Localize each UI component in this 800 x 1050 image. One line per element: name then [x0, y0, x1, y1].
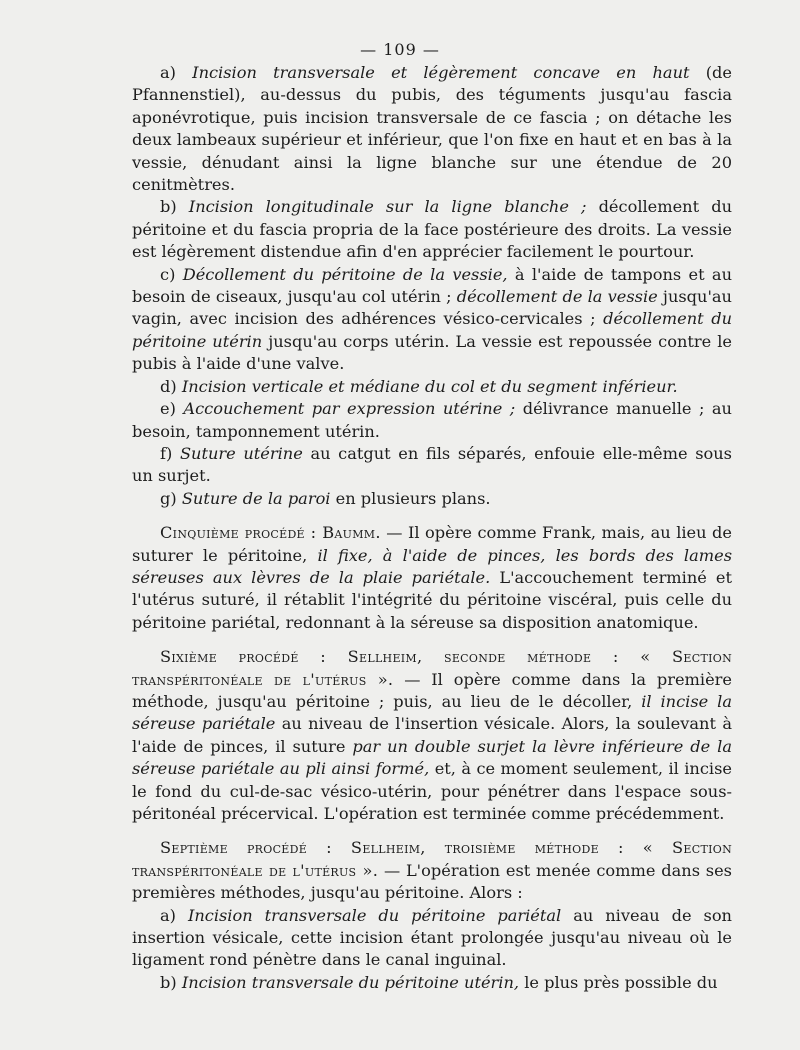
item-title: Incision transversale et légèrement concave en haut	[192, 63, 690, 82]
paragraph-g-suture-paroi	[132, 488, 732, 510]
item-label: g)	[160, 488, 177, 508]
item-title: Incision transversale du péritoine utérin,	[181, 972, 520, 992]
procedure-heading: Cinquième procédé : Baumm.	[160, 523, 381, 543]
paragraph-cinquieme-procede	[132, 522, 732, 634]
procedure-emphasis: il fixe, à l'aide de pinces, les bords des lames séreuses aux lèvres de la plaie pariétale.	[132, 545, 732, 587]
procedure-text: — L'opération est menée comme dans ses premières méthodes, jusqu'au péritoine. Alors :	[132, 860, 732, 903]
body-text	[132, 62, 732, 994]
item-text: à l'aide de tampons et au besoin de ciseaux, jusqu'au col utérin ;	[132, 264, 732, 307]
procedure-emphasis: il incise la séreuse pariétale	[132, 691, 732, 734]
paragraph-b-incision-peritoine-uterin	[132, 972, 732, 994]
procedure-text: L'accouchement terminé et l'utérus suturé, il rétablit l'intégrité du péritoine viscéral, puis celle du péritoine pariétal, redonnant à la séreuse sa disposition anatomique.	[132, 567, 732, 632]
item-label: f)	[160, 443, 173, 463]
item-text: délivrance manuelle ; au besoin, tamponnement utérin.	[132, 399, 732, 441]
item-label: d)	[160, 376, 177, 396]
paragraph-a-incision-peritoine-parietal	[132, 905, 732, 972]
paragraph-e-accouchement	[132, 398, 732, 443]
procedure-text: — Il opère comme Frank, mais, au lieu de suturer le péritoine,	[132, 523, 732, 565]
item-text: (de Pfannenstiel), au-dessus du pubis, des téguments jusqu'au fascia aponévrotique, puis incision transversale de ce fascia ; on détache les deux lambeaux supérieur et inférieur, que l'on fixe en haut et en bas à la vessie, dénudant ainsi la ligne blanche sur une étendue de 20 cenitmètres.	[132, 63, 732, 195]
item-text: jusqu'au vagin, avec incision des adhérences vésico-cervicales ;	[132, 287, 732, 329]
item-text: au catgut en fils séparés, enfouie elle-même sous un surjet.	[132, 443, 732, 486]
item-label: b)	[160, 972, 177, 992]
page-number: — 109 —	[360, 40, 440, 59]
item-text: le plus près possible du	[524, 972, 718, 992]
item-text: décollement du péritoine et du fascia propria de la face postérieure des droits. La vessie est légèrement distendue afin d'en apprécier facilement le pourtour.	[132, 197, 732, 262]
paragraph-d-incision-verticale	[132, 376, 732, 398]
item-title: Accouchement par expression utérine ;	[183, 399, 516, 419]
paragraph-a-incision-transversale	[132, 62, 732, 196]
paragraph-c-decollement	[132, 264, 732, 376]
item-label: a)	[160, 905, 176, 925]
item-label: e)	[160, 399, 176, 419]
item-label: b)	[160, 197, 177, 217]
item-title: Suture de la paroi	[181, 488, 331, 508]
procedure-heading: Sixième procédé : Sellheim, seconde méthode : « Section transpéritonéale de l'utérus ».	[132, 647, 732, 689]
item-emphasis: décollement du péritoine utérin	[132, 309, 732, 351]
paragraph-sixieme-procede	[132, 646, 732, 825]
item-title: Suture utérine	[179, 443, 303, 463]
paragraph-b-incision-longitudinale	[132, 196, 732, 263]
item-text: jusqu'au corps utérin. La vessie est repoussée contre le pubis à l'aide d'une valve.	[132, 331, 732, 374]
item-label: a)	[160, 63, 176, 82]
procedure-text: et, à ce moment seulement, il incise le fond du cul-de-sac vésico-utérin, pour pénétrer dans l'espace sous-péritonéal précervical. L'opération est terminée comme précédemment.	[132, 759, 732, 823]
item-text: en plusieurs plans.	[335, 488, 491, 508]
item-emphasis: décollement de la vessie	[456, 287, 658, 307]
paragraph-f-suture-uterine	[132, 443, 732, 488]
item-label: c)	[160, 264, 176, 284]
item-title: Incision transversale du péritoine pariétal	[187, 905, 562, 925]
procedure-text: au niveau de l'insertion vésicale. Alors, la soulevant à l'aide de pinces, il suture	[132, 714, 732, 756]
paragraph-septieme-procede	[132, 837, 732, 904]
procedure-emphasis: par un double surjet la lèvre inférieure de la séreuse pariétale au pli ainsi formé,	[132, 736, 732, 779]
item-title: Incision verticale et médiane du col et du segment inférieur.	[181, 376, 678, 396]
item-text: au niveau de son insertion vésicale, cette incision étant prolongée jusqu'au niveau où le ligament rond pénètre dans le canal inguinal.	[132, 905, 732, 970]
item-title: Décollement du péritoine de la vessie,	[182, 264, 508, 284]
item-title: Incision longitudinale sur la ligne blanche ;	[188, 197, 587, 217]
procedure-heading: Septième procédé : Sellheim, troisième méthode : « Section transpéritonéale de l'utérus ».	[132, 838, 732, 880]
procedure-text: — Il opère comme dans la première méthode, jusqu'au péritoine ; puis, au lieu de le décoller,	[132, 669, 732, 711]
